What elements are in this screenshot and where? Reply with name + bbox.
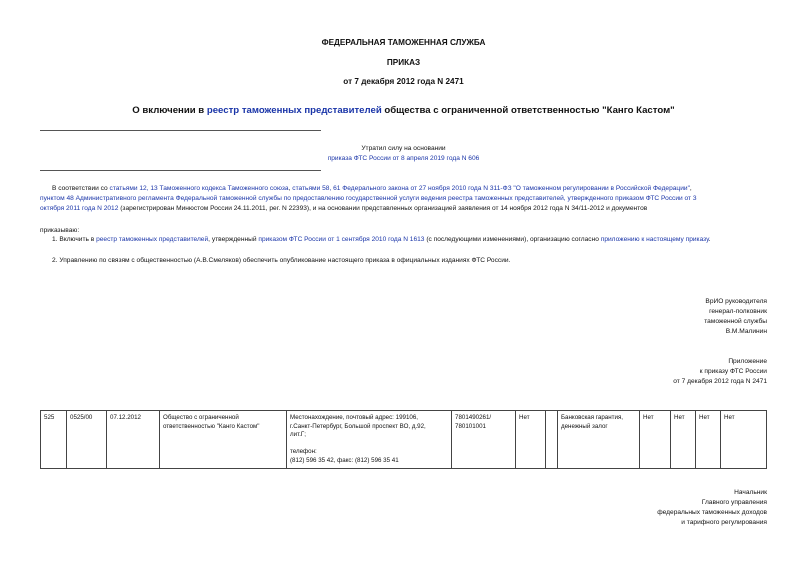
signature-line: В.М.Малинин — [725, 328, 767, 335]
cell-date: 07.12.2012 — [107, 411, 160, 469]
signature-line: таможенной службы — [704, 318, 767, 325]
cell-number: 525 — [41, 411, 67, 469]
preamble-text: , — [689, 185, 692, 192]
chief-line: федеральных таможенных доходов — [657, 509, 767, 516]
federal-law-link[interactable]: статьями 58, 61 Федерального закона от 27 ноября 2010 года N 311-ФЗ "О таможенном регулировании в Российской Федерации" — [292, 185, 690, 192]
divider-top — [40, 130, 321, 131]
guarantee-line: Банковская гарантия, — [561, 414, 624, 421]
signature-line: ВрИО руководителя — [705, 298, 767, 305]
cell-address — [287, 411, 452, 469]
chief-line: и тарифного регулирования — [681, 519, 767, 526]
agency-name: ФЕДЕРАЛЬНАЯ ТАМОЖЕННАЯ СЛУЖБА — [321, 38, 486, 47]
lost-force-order-link[interactable]: приказа ФТС России от 8 апреля 2019 года N 606 — [327, 155, 480, 162]
appendix-block — [673, 357, 767, 387]
divider-bottom — [40, 170, 321, 171]
preamble-line-2 — [40, 194, 697, 204]
document-type: ПРИКАЗ — [386, 58, 421, 67]
chief-line: Главного управления — [701, 499, 767, 506]
cell-col9 — [546, 411, 558, 469]
order-item-2: 2. Управлению по связям с общественностью (А.В.Смеляков) обеспечить опубликование настоящего приказа в официальных изданиях ФТС России. — [52, 257, 511, 264]
registry-link[interactable]: реестр таможенных представителей — [96, 236, 209, 243]
preamble-line-3 — [40, 204, 647, 214]
document-date: от 7 декабря 2012 года N 2471 — [343, 77, 464, 86]
address-line: лит.Г; — [290, 431, 307, 439]
item-text: 1. Включить в — [52, 236, 97, 243]
cell-guarantee — [558, 411, 640, 469]
preamble-text: В соответствии со — [52, 185, 110, 192]
reglament-link[interactable]: пунктом 48 Административного регламента Федеральной таможенной службы по предоставлению государственной услуги ведения реестра таможенных представителей, утвержденного приказом ФТС России от 3 — [40, 195, 697, 202]
appendix-line: от 7 декабря 2012 года N 2471 — [673, 378, 767, 385]
item-text: (с последующими изменениями), организацию согласно — [424, 236, 601, 243]
customs-code-link[interactable]: статьями 12, 13 Таможенного кодекса Таможенного союза — [109, 185, 289, 192]
address-line: Местонахождение, почтовый адрес: 199106, — [290, 414, 418, 421]
item-text: . — [708, 236, 711, 243]
preamble-text: , — [288, 185, 293, 192]
chief-block — [657, 488, 767, 528]
guarantee-line: денежный залог — [561, 422, 608, 430]
order-2012-link[interactable]: октября 2011 года N 2012 — [40, 205, 119, 212]
appendix-line: Приложение — [728, 358, 767, 365]
preamble-text: (зарегистрирован Минюстом России 24.11.2011, рег. N 22393), и на основании представленных организацией заявления от 14 ноября 2012 года N 34/11-2012 и документов — [118, 205, 648, 212]
address-spacer — [290, 440, 449, 449]
appendix-line: к приказу ФТС России — [699, 368, 767, 375]
signature-block — [704, 297, 767, 337]
cell-col12: Нет — [671, 411, 696, 469]
order-item-1 — [52, 235, 711, 245]
kpp-line: 780101001 — [455, 422, 486, 430]
preamble-line-1 — [52, 184, 692, 194]
document-title — [0, 105, 807, 116]
cell-organization — [160, 411, 287, 469]
chief-line: Начальник — [734, 489, 767, 496]
cell-reg-number: 0525/00 — [67, 411, 107, 469]
inn-line: 7801490261/ — [455, 414, 492, 421]
phone-label: телефон: — [290, 448, 317, 456]
order-1613-link[interactable]: приказом ФТС России от 1 сентября 2010 года N 1613 — [258, 236, 425, 243]
cell-inn — [452, 411, 516, 469]
title-registry-link[interactable]: реестр таможенных представителей — [206, 105, 382, 116]
cell-col8: Нет — [516, 411, 546, 469]
phone-fax: (812) 596 35 42, факс: (812) 596 35 41 — [290, 456, 399, 464]
lost-force-note: Утратил силу на основании — [361, 145, 446, 152]
signature-line: генерал-полковник — [709, 308, 767, 315]
lost-force-link-line — [0, 155, 807, 162]
org-line: Общество с ограниченной — [163, 414, 239, 421]
registry-table — [40, 410, 767, 469]
title-suffix: общества с ограниченной ответственностью "Канго Кастом" — [381, 105, 675, 116]
order-word: приказываю: — [40, 227, 80, 234]
address-line: г.Санкт-Петербург, Большой проспект ВО, д.92, — [290, 422, 426, 430]
cell-col13: Нет — [696, 411, 721, 469]
table-row — [41, 411, 767, 469]
cell-col14: Нет — [721, 411, 767, 469]
item-text: , утвержденный — [208, 236, 259, 243]
cell-col11: Нет — [640, 411, 671, 469]
title-prefix: О включении в — [132, 105, 207, 116]
org-line: ответственностью "Канго Кастом" — [163, 422, 260, 430]
appendix-link[interactable]: приложению к настоящему приказу — [600, 236, 709, 243]
